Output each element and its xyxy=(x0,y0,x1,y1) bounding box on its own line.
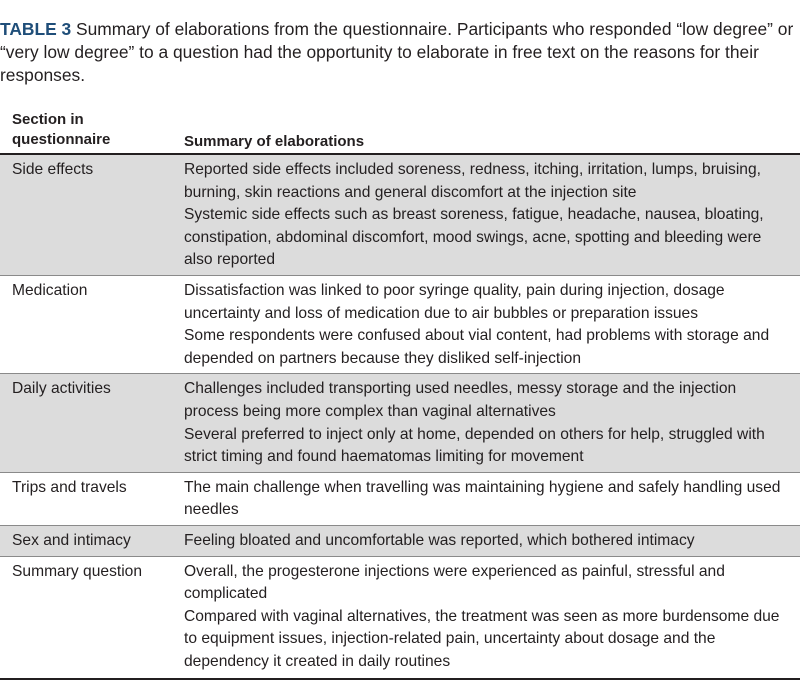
section-cell: Daily activities xyxy=(12,380,111,398)
header-summary: Summary of elaborations xyxy=(184,133,365,150)
table-row-side-effects xyxy=(0,155,800,276)
summary-line: Overall, the progesterone injections were experienced as painful, stressful and complicated xyxy=(184,562,725,603)
table-row-daily-activities xyxy=(0,374,800,472)
caption-text: Summary of elaborations from the questionnaire. Participants who responded “low degree” or “very low degree” to a question had the opportunity to elaborate in free text on the reasons for their responses. xyxy=(0,19,794,85)
summary-line: Systemic side effects such as breast soreness, fatigue, headache, nausea, bloating, constipation, abdominal discomfort, mood swings, acne, spotting and bleeding were also reported xyxy=(184,206,764,269)
table-header-row xyxy=(0,105,800,155)
summary-line: The main challenge when travelling was maintaining hygiene and safely handling used needles xyxy=(184,478,781,519)
summary-line: Challenges included transporting used needles, messy storage and the injection process being more complex than vaginal alternatives xyxy=(184,380,737,420)
section-cell: Sex and intimacy xyxy=(12,531,131,549)
summary-line: Compared with vaginal alternatives, the treatment was seen as more burdensome due to equipment issues, injection-related pain, uncertainty about dosage and the dependency it created in daily routines xyxy=(184,607,780,670)
section-cell: Trips and travels xyxy=(12,478,127,496)
summary-line: Reported side effects included soreness, redness, itching, irritation, lumps, bruising, burning, skin reactions and general discomfort at the injection site xyxy=(184,161,761,201)
section-cell: Summary question xyxy=(12,562,143,580)
table-row-summary-question xyxy=(0,557,800,677)
summary-line: Several preferred to inject only at home, depended on others for help, struggled with strict timing and found haematomas limiting for movement xyxy=(184,425,765,466)
section-cell: Side effects xyxy=(12,161,94,178)
summary-line: Dissatisfaction was linked to poor syringe quality, pain during injection, dosage uncertainty and loss of medication due to air bubbles or preparation issues xyxy=(184,281,725,322)
header-section: Section in questionnaire xyxy=(12,111,111,148)
table-caption xyxy=(0,18,798,86)
table-bottom-rule xyxy=(0,678,800,680)
section-cell: Medication xyxy=(12,281,88,299)
table-row-sex-intimacy xyxy=(0,526,800,557)
table-row-trips-travels xyxy=(0,473,800,526)
table-row-medication xyxy=(0,276,800,374)
summary-line: Feeling bloated and uncomfortable was reported, which bothered intimacy xyxy=(184,531,695,549)
elaborations-table xyxy=(0,105,800,676)
summary-line: Some respondents were confused about vial content, had problems with storage and depended on partners because they disliked self-injection xyxy=(184,327,770,367)
table-label: TABLE 3 xyxy=(0,19,72,39)
